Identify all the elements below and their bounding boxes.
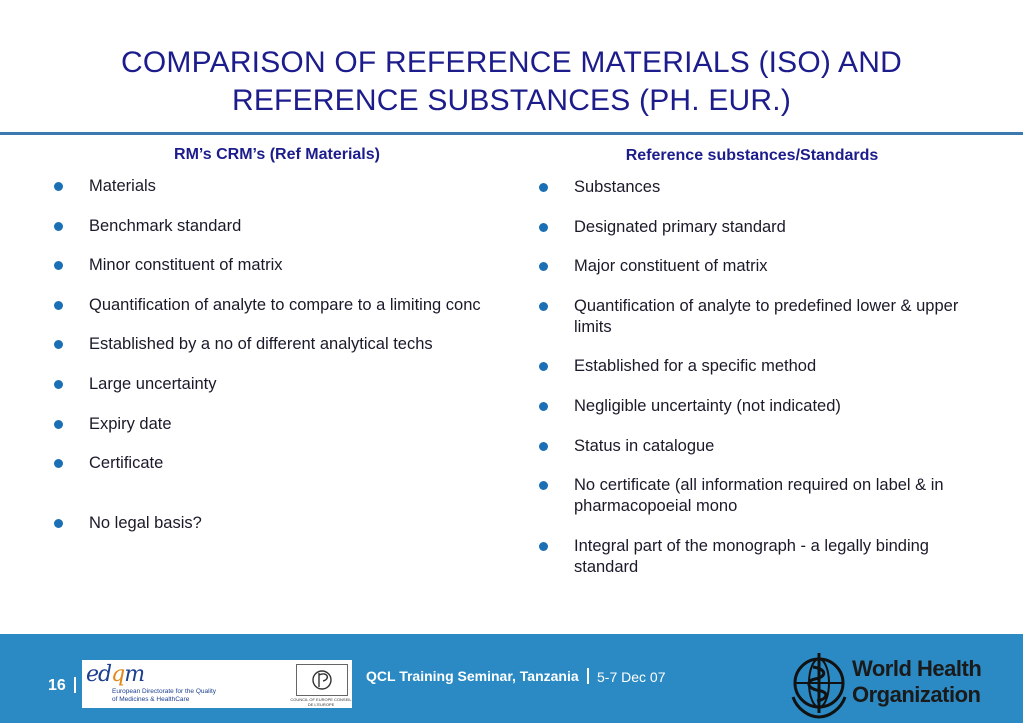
list-item-text: Quantification of analyte to predefined lower & upper limits xyxy=(574,296,959,336)
list-item-text: Negligible uncertainty (not indicated) xyxy=(574,396,841,415)
bullet-icon xyxy=(539,362,548,371)
partner-logos xyxy=(82,660,352,708)
slide-title-line1: COMPARISON OF REFERENCE MATERIALS (ISO) AND xyxy=(121,46,902,79)
title-divider xyxy=(0,132,1023,135)
list-item xyxy=(52,255,502,276)
right-column-heading: Reference substances/Standards xyxy=(625,147,879,164)
seminar-dates: 5-7 Dec 07 xyxy=(597,669,666,685)
list-item xyxy=(537,475,967,517)
bullet-icon xyxy=(539,262,548,271)
list-item-text: Certificate xyxy=(89,454,164,473)
list-item-text: Substances xyxy=(574,178,661,196)
right-column-list xyxy=(537,177,967,578)
list-item xyxy=(537,177,967,198)
list-item-text: Established for a specific method xyxy=(574,357,817,376)
bullet-icon xyxy=(54,301,63,310)
bullet-icon xyxy=(539,302,548,311)
list-item xyxy=(537,436,967,457)
slide-title xyxy=(20,44,1003,120)
list-item-text: Established by a no of different analytical techs xyxy=(89,335,433,354)
list-item xyxy=(537,256,967,277)
seminar-divider xyxy=(587,668,589,684)
list-item xyxy=(537,396,967,417)
bullet-icon xyxy=(539,542,548,551)
list-item-text: Status in catalogue xyxy=(574,436,715,455)
bullet-icon xyxy=(539,223,548,232)
left-column xyxy=(52,145,502,553)
list-item xyxy=(52,414,502,435)
who-line2: Organization xyxy=(852,682,981,707)
list-item xyxy=(537,217,967,238)
bullet-icon xyxy=(54,182,63,191)
list-item xyxy=(52,216,502,237)
bullet-icon xyxy=(54,340,63,349)
bullet-icon xyxy=(539,481,548,490)
bullet-icon xyxy=(54,380,63,389)
list-item xyxy=(52,453,502,474)
list-item-text: Benchmark standard xyxy=(89,216,242,235)
bullet-icon xyxy=(539,183,548,192)
bullet-icon xyxy=(539,442,548,451)
seminar-name: QCL Training Seminar, Tanzania xyxy=(366,668,579,684)
council-of-europe-emblem-icon xyxy=(296,664,348,696)
list-item xyxy=(537,356,967,377)
right-column xyxy=(537,145,967,596)
bullet-icon xyxy=(54,420,63,429)
bullet-icon xyxy=(54,519,63,528)
page-number: 16 xyxy=(48,677,66,694)
list-item xyxy=(537,296,967,338)
bullet-icon xyxy=(54,261,63,270)
list-item-text: Integral part of the monograph - a legally binding standard xyxy=(574,536,929,576)
council-of-europe-text: COUNCIL OF EUROPE CONSEIL DE L'EUROPE xyxy=(290,697,352,707)
bullet-icon xyxy=(539,402,548,411)
list-item-text: No certificate (all information required on label & in pharmacopoeial mono xyxy=(574,476,944,516)
list-item xyxy=(52,176,502,197)
who-wordmark xyxy=(852,656,981,708)
list-item xyxy=(52,295,502,316)
list-item xyxy=(537,536,967,578)
list-item-text: No legal basis? xyxy=(89,514,202,533)
left-column-list xyxy=(52,176,502,534)
slide-title-line2: REFERENCE SUBSTANCES (PH. EUR.) xyxy=(231,84,792,117)
list-item-text: Major constituent of matrix xyxy=(574,257,768,276)
list-item xyxy=(52,334,502,355)
list-item-text: Quantification of analyte to compare to a limiting conc xyxy=(89,295,481,314)
edqm-subtitle: European Directorate for the Quality of Medicines & HealthCare xyxy=(112,688,217,703)
list-item-text: Materials xyxy=(89,177,156,195)
list-item-text: Expiry date xyxy=(89,414,172,433)
page-number-divider xyxy=(74,677,76,693)
bullet-icon xyxy=(54,222,63,231)
list-item-text: Large uncertainty xyxy=(89,374,217,393)
list-item xyxy=(52,374,502,395)
list-item xyxy=(52,513,502,534)
who-line1: World Health xyxy=(852,656,982,681)
edqm-logo: edqm xyxy=(86,662,145,687)
bullet-icon xyxy=(54,459,63,468)
list-item-text: Designated primary standard xyxy=(574,217,786,236)
list-item-text: Minor constituent of matrix xyxy=(89,256,283,275)
left-column-heading: RM’s CRM’s (Ref Materials) xyxy=(174,146,380,163)
